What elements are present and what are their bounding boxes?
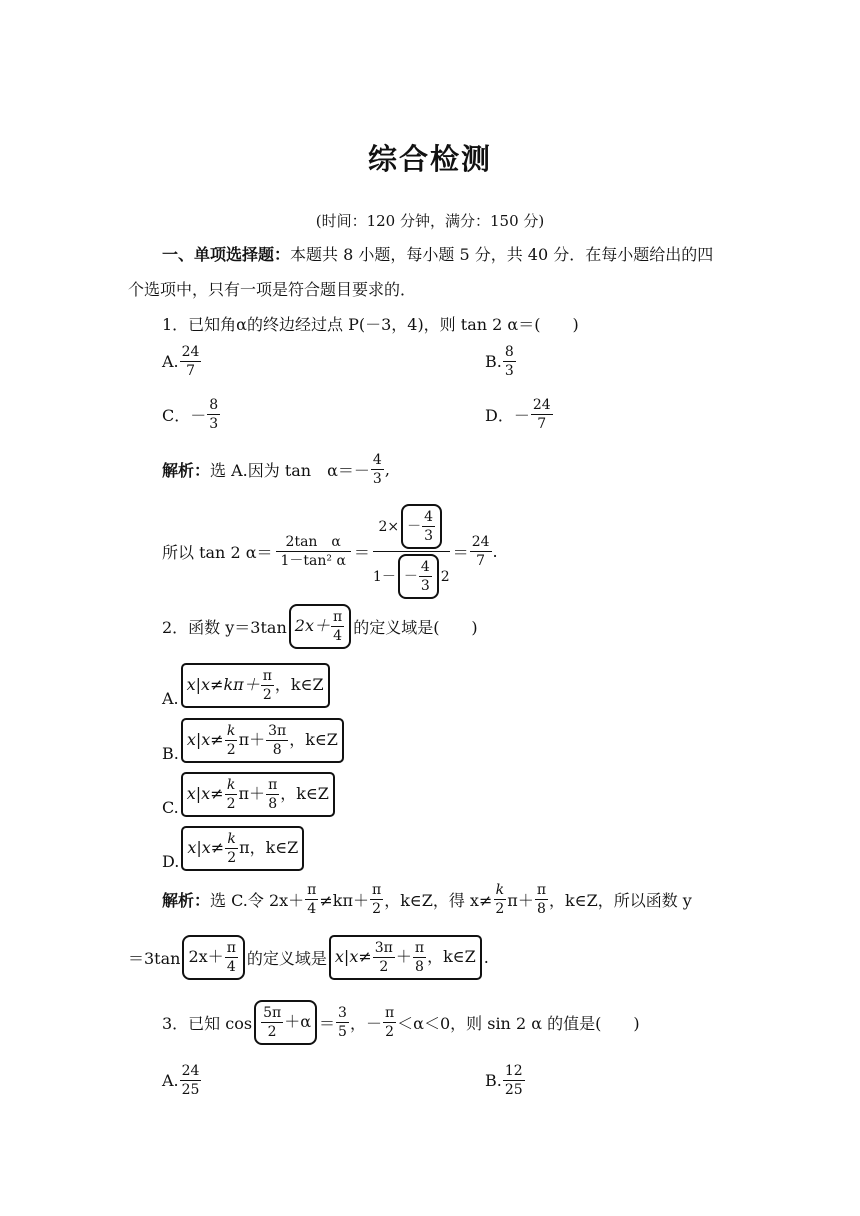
q1-option-c[interactable] (162, 396, 221, 433)
option-label: A. (162, 689, 179, 708)
q3-stem-prefix: 3．已知 cos (162, 1014, 253, 1033)
option-label: C. (162, 798, 179, 817)
set-brace: x|x≠ $\frac{3\pi}{2}$ ＋ $\frac{\pi}{8}$ ，k∈Z (329, 935, 482, 980)
fraction: $\frac{4}{3}$ (372, 452, 382, 487)
paren: $\frac{5\pi}{2}$ ＋α (254, 1000, 317, 1045)
section-heading-line (162, 242, 713, 265)
q2-option-c[interactable] (162, 772, 337, 817)
set-brace: x|x≠kπ＋ $\frac{\pi}{2}$ ，k∈Z (181, 663, 330, 708)
fraction: $\frac{12}{25}$ (504, 1063, 523, 1098)
option-label: A. (162, 1071, 179, 1090)
analysis-text: ＝3tan (128, 949, 181, 968)
q2-stem (162, 604, 478, 649)
q2-stem-suffix: 的定义域是( ) (353, 618, 478, 637)
paren: 2x＋ $\frac{\pi}{4}$ (182, 935, 244, 980)
page-title: 综合检测 (367, 142, 492, 176)
option-label: B. (485, 1071, 502, 1090)
q2-option-d[interactable] (162, 826, 306, 871)
q3-stem-suffix: ＜α＜0，则 sin 2 α 的值是( ) (397, 1014, 640, 1033)
q1-analysis-line2: 所以 tan 2 α＝ $\frac{\text{2tan α}}{\text{1－tan² α}}$ ＝ 2× － $\frac{4}{3}$ 1－ － $\frac{4}{3}$ 2 ＝ $\frac{24}{7}$ . (162, 504, 498, 599)
analysis-text: 的定义域是 (246, 949, 327, 968)
exam-info: (时间：120 分钟，满分：150 分) (315, 212, 545, 230)
q3-stem: 3．已知 cos $\frac{5\pi}{2}$ ＋α ＝ $\frac{3}{5}$ ，－ $\frac{\pi}{2}$ ＜α＜0，则 sin 2 α 的值是( ) (162, 1000, 640, 1045)
fraction: $\frac{8}{3}$ (209, 397, 219, 432)
fraction: $\frac{8}{3}$ (504, 344, 514, 379)
option-label: B. (162, 744, 179, 763)
q2-analysis: 解析： 选 C.令 2x＋ $\frac{\pi}{4}$ ≠kπ＋ $\frac{\pi}{2}$ ，k∈Z，得 x≠ $\frac{k}{2}$ π＋ $\frac{\pi}{8}$ ，k∈Z，所以函数 y (162, 882, 692, 917)
q1-option-d[interactable] (485, 396, 554, 433)
q2-option-a[interactable] (162, 663, 332, 708)
q1-option-a[interactable] (162, 343, 202, 380)
analysis-text: ≠kπ＋ (319, 891, 369, 910)
set-brace: x|x≠ $\frac{k}{2}$ π＋ $\frac{3\pi}{8}$ ，k∈Z (181, 718, 344, 763)
fraction: $\frac{24}{7}$ (532, 397, 551, 432)
analysis-text: ，k∈Z，得 x≠ (384, 891, 493, 910)
analysis-prefix: 所以 tan 2 α＝ (162, 543, 273, 562)
q1-option-b[interactable] (485, 343, 517, 380)
set-brace: x|x≠ $\frac{k}{2}$ π＋ $\frac{\pi}{8}$ ，k∈Z (181, 772, 335, 817)
analysis-text: 选 A.因为 tan α＝－ (210, 461, 370, 480)
analysis-label: 解析： (162, 461, 211, 480)
q1-stem: 1．已知角α的终边经过点 P(－3，4)，则 tan 2 α＝( ) (162, 315, 579, 334)
q2-stem-prefix: 2．函数 y＝3tan (162, 618, 287, 637)
fraction: $\frac{\text{2tan α}}{\text{1－tan² α}}$ (276, 533, 351, 570)
option-label: A. (162, 352, 179, 371)
fraction: $\frac{24}{25}$ (181, 1063, 200, 1098)
paren: 2x＋ $\frac{\pi}{4}$ (289, 604, 351, 649)
compound-fraction: 2× － $\frac{4}{3}$ 1－ － $\frac{4}{3}$ 2 (371, 504, 452, 599)
fraction: $\frac{24}{7}$ (471, 534, 490, 569)
analysis-text: ，k∈Z，所以函数 y (549, 891, 692, 910)
fraction: $\frac{24}{7}$ (181, 344, 200, 379)
analysis-text: . (483, 948, 489, 967)
q2-analysis-line2 (128, 935, 489, 980)
analysis-label: 解析： (162, 891, 211, 910)
section-intro: 本题共 8 小题，每小题 5 分，共 40 分．在每小题给出的四 (290, 245, 714, 264)
set-brace: x|x≠ $\frac{k}{2}$ π，k∈Z (181, 826, 304, 871)
option-label: C．－ (162, 406, 207, 425)
option-label: D．－ (485, 406, 530, 425)
q2-option-b[interactable] (162, 718, 346, 763)
option-label: B. (485, 352, 502, 371)
section-heading: 一、单项选择题： (162, 245, 291, 264)
q3-option-b[interactable] (485, 1062, 526, 1099)
analysis-text: 选 C.令 2x＋ (210, 891, 305, 910)
q3-option-a[interactable] (162, 1062, 202, 1099)
analysis-text: π＋ (507, 891, 534, 910)
option-label: D. (162, 852, 180, 871)
section-intro-cont: 个选项中，只有一项是符合题目要求的． (128, 280, 417, 299)
q1-analysis: 解析： 选 A.因为 tan α＝－ $\frac{4}{3}$ , (162, 452, 390, 487)
